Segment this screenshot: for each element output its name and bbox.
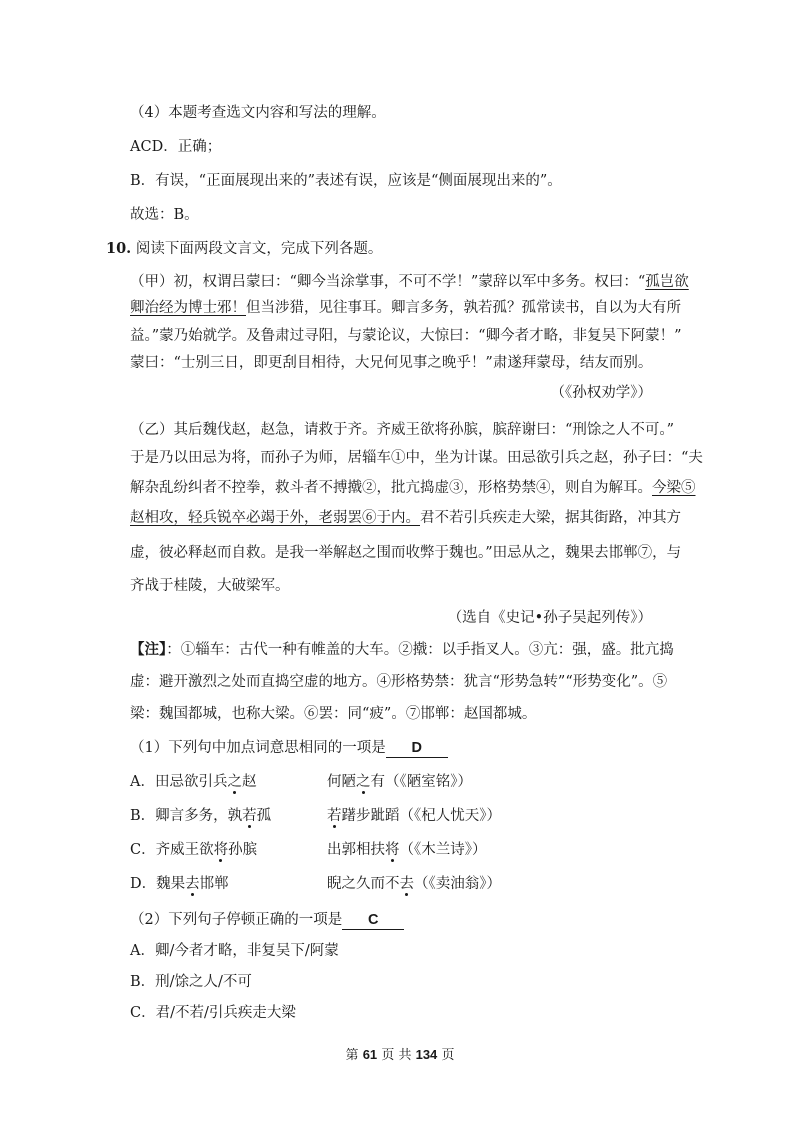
dotted-word: 去 [185,876,200,892]
notes-line-3: 梁：魏国都城，也称大梁。⑥罢：同“疲”。⑦邯郸：赵国都城。 [130,706,537,722]
notes-label: 【注】 [130,641,167,658]
page-footer [0,1044,800,1063]
question-10 [106,239,382,259]
passage-yi-source: （选自《史记•孙子吴起列传》） [447,610,652,626]
page-total: 134 [415,1047,438,1062]
text: B．卿言多务，孰 [130,808,243,824]
text: （甲）初，权谓吕蒙曰：“卿今当涂掌事，不可不学！”蒙辞以军中多务。权曰：“ [130,274,646,290]
underlined-text: 赵相攻，轻兵锐卒必竭于外，老弱罢⑥于内。 [130,510,420,526]
q4-option-b: B．有误，“正面展现出来的”表述有误，应该是“侧面展现出来的”。 [130,173,562,189]
underlined-text: 卿治经为博士邪！ [130,300,246,316]
q4-answer: 故选：B。 [130,207,199,223]
sub1-option-b [130,806,690,826]
sub2-option-a: A．卿/今者才略，非复吴下/阿蒙 [130,943,339,959]
sub1-option-d [130,874,690,894]
sub1-option-c [130,840,690,860]
text: 页 共 [381,1048,412,1063]
question-prompt: 阅读下面两段文言文，完成下列各题。 [135,241,383,257]
answer-blank: D [386,739,448,758]
text: 邯郸 [199,876,229,892]
text: D．魏果 [130,876,186,892]
text: 躇步跐蹈（《杞人忧天》） [341,808,501,824]
text: 有（《陋室铭》） [370,774,472,790]
underlined-text: 今梁⑤ [652,480,696,496]
underlined-text: 孤岂欲 [645,274,689,290]
dotted-word: 将 [385,842,400,858]
passage-jia-line-4: 蒙曰：“士别三日，即更刮目相待，大兄何见事之晚乎！”肃遂拜蒙母，结友而别。 [130,355,653,371]
q4-option-acd: ACD．正确； [130,139,222,155]
text: 何陋 [327,774,356,790]
dotted-word: 之 [227,774,242,790]
text: A．田忌欲引兵 [130,774,228,790]
notes-line-2: 虚：避开激烈之处而直捣空虚的地方。④形格势禁：犹言“形势急转”“形势变化”。⑤ [130,674,668,690]
sub2-option-c: C．君/不若/引兵疾走大梁 [130,1005,296,1021]
text: 孤 [256,808,272,824]
text: （2）下列句子停顿正确的一项是 [130,912,343,928]
text: 但当涉猎，见往事耳。卿言多务，孰若孤？孤常读书，自以为大有所 [246,300,681,316]
text: 君不若引兵疾走大梁，据其街路，冲其方 [420,510,681,526]
text: 出郭相扶 [327,842,385,858]
page-number: 61 [362,1047,378,1062]
dotted-word: 若 [327,808,342,824]
text: （1）下列句中加点词意思相同的一项是 [130,740,386,756]
text: 孙膑 [228,842,258,858]
passage-yi-line-4 [130,508,681,528]
text: （《木兰诗》） [399,842,487,858]
q4-heading: （4）本题考查选文内容和写法的理解。 [130,105,386,121]
passage-jia-line-1 [130,272,689,292]
text: 解杂乱纷纠者不控拳，救斗者不搏撠②，批亢捣虚③，形格势禁④，则自为解耳。 [130,480,652,496]
passage-yi-line-6: 齐战于桂陵，大破梁军。 [130,578,290,594]
passage-yi-line-1: （乙）其后魏伐赵，赵急，请救于齐。齐威王欲将孙膑，膑辞谢曰：“刑馀之人不可。” [130,422,675,438]
dotted-word: 去 [399,876,414,892]
text: 睨之久而不 [327,876,400,892]
question-number: 10. [106,240,132,257]
passage-yi-line-5: 虚，彼必释赵而自救。是我一举解赵之围而收弊于魏也。”田忌从之，魏果去邯郸⑦，与 [130,545,682,561]
notes-line-1 [130,640,674,660]
sub1-prompt [130,738,448,758]
answer-blank: C [342,911,404,930]
sub2-prompt [130,910,404,930]
passage-jia-line-2 [130,298,681,318]
text: ：①辎车：古代一种有帷盖的大车。②撠：以手指叉人。③亢：强，盛。批亢捣 [166,642,674,658]
text: 页 [441,1048,455,1063]
text: （《卖油翁》） [414,876,501,892]
text: C．齐威王欲 [130,842,214,858]
dotted-word: 之 [356,774,371,790]
passage-yi-line-3 [130,478,696,498]
text: 赵 [241,774,257,790]
dotted-word: 将 [213,842,229,858]
passage-jia-line-3: 益。”蒙乃始就学。及鲁肃过寻阳，与蒙论议，大惊曰：“卿今者才略，非复吴下阿蒙！” [130,328,682,344]
text: 第 [345,1048,359,1063]
dotted-word: 若 [242,808,257,824]
passage-yi-line-2: 于是乃以田忌为将，而孙子为师，居辎车①中，坐为计谋。田忌欲引兵之赵，孙子曰：“夫 [130,450,703,466]
sub2-option-b: B．刑/馀之人/不可 [130,974,252,990]
passage-jia-source: （《孙权劝学》） [550,385,652,401]
sub1-option-a [130,772,690,792]
